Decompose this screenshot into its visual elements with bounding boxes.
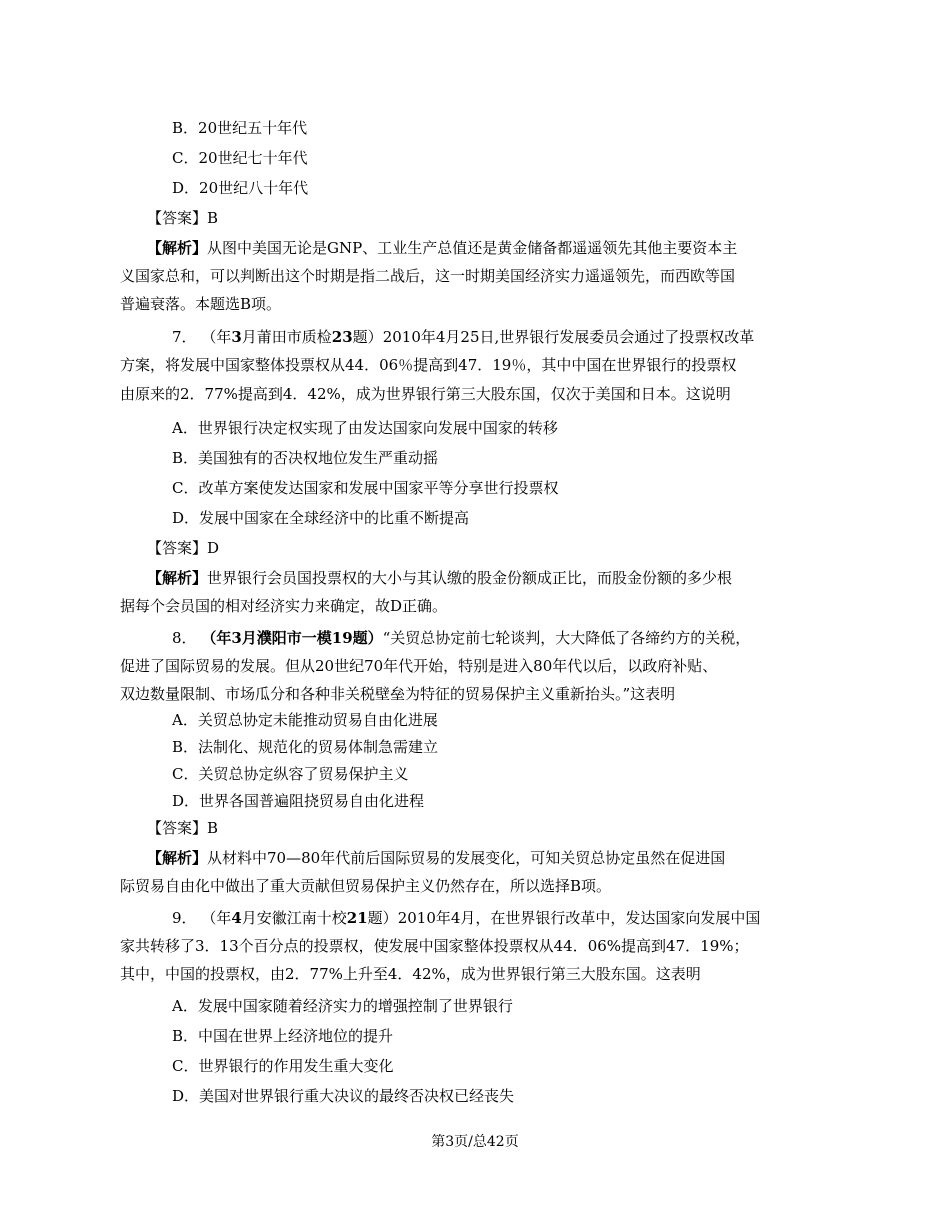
answer-label: 【答案】 — [147, 539, 208, 557]
q9-source: （年4月安徽江南十校21题） — [201, 909, 398, 927]
q8-source: （年3月濮阳市一模19题） — [201, 629, 383, 647]
q8-option-d: D．世界各国普遍阻挠贸易自由化进程 — [172, 792, 425, 810]
q7-source: （年3月莆田市质检23题） — [201, 328, 383, 346]
q6-analysis-line-3: 普遍衰落。本题选B项。 — [120, 295, 282, 313]
q7-stem-line-2: 方案，将发展中国家整体投票权从44．06％提高到47．19％，其中中国在世界银行的投票权 — [120, 356, 737, 374]
q9-option-b: B．中国在世界上经济地位的提升 — [172, 1027, 394, 1045]
page-footer — [0, 1132, 950, 1152]
q6-analysis-line-1 — [147, 238, 737, 258]
q9-number: 9． — [172, 909, 197, 927]
q6-answer — [147, 208, 218, 228]
q9-stem-text: 2010年4月，在世界银行改革中，发达国家向发展中国 — [397, 909, 761, 927]
q7-stem-line-3: 由原来的2．77%提高到4．42%，成为世界银行第三大股东国，仅次于美国和日本。这说明 — [120, 385, 731, 403]
q8-option-a: A．关贸总协定未能推动贸易自由化进展 — [172, 711, 438, 729]
q7-option-b: B．美国独有的否决权地位发生严重动摇 — [172, 449, 439, 467]
answer-value: D — [207, 539, 220, 557]
q8-stem-text: “关贸总协定前七轮谈判，大大降低了各缔约方的关税， — [382, 629, 751, 647]
answer-value: B — [207, 209, 219, 227]
q8-answer — [147, 818, 218, 838]
q6-option-b: B．20世纪五十年代 — [172, 119, 308, 137]
q8-stem-line-3: 双边数量限制、市场瓜分和各种非关税壁垒为特征的贸易保护主义重新抬头。”这表明 — [120, 685, 676, 703]
q7-analysis-line-2: 据每个会员国的相对经济实力来确定，故D正确。 — [120, 597, 448, 615]
analysis-label: 【解析】 — [147, 849, 208, 867]
q8-stem-first — [172, 628, 750, 648]
q8-stem-line-2: 促进了国际贸易的发展。但从20世纪70年代开始，特别是进入80年代以后，以政府补贴、 — [120, 657, 718, 675]
answer-label: 【答案】 — [147, 209, 208, 227]
q9-stem-line-3: 其中，中国的投票权，由2．77%上升至4．42%，成为世界银行第三大股东国。这表明 — [120, 965, 701, 983]
q9-stem-line-2: 家共转移了3．13个百分点的投票权，使发展中国家整体投票权从44．06%提高到47．19%； — [120, 937, 749, 955]
q7-option-c: C．改革方案使发达国家和发展中国家平等分享世行投票权 — [172, 479, 559, 497]
q9-option-c: C．世界银行的作用发生重大变化 — [172, 1057, 394, 1075]
analysis-label: 【解析】 — [147, 569, 208, 587]
analysis-text: 世界银行会员国投票权的大小与其认缴的股金份额成正比，而股金份额的多少根 — [207, 569, 733, 587]
q8-option-b: B．法制化、规范化的贸易体制急需建立 — [172, 738, 439, 756]
answer-value: B — [207, 819, 219, 837]
q8-analysis-line-2: 际贸易自由化中做出了重大贡献但贸易保护主义仍然存在，所以选择B项。 — [120, 877, 612, 895]
q8-option-c: C．关贸总协定纵容了贸易保护主义 — [172, 765, 409, 783]
q7-option-a: A．世界银行决定权实现了由发达国家向发展中国家的转移 — [172, 419, 558, 437]
q9-stem-first — [172, 908, 760, 928]
q7-stem-text: 2010年4月25日,世界银行发展委员会通过了投票权改革 — [382, 328, 755, 346]
q6-analysis-line-2: 义国家总和，可以判断出这个时期是指二战后，这一时期美国经济实力遥遥领先，而西欧等国 — [120, 267, 736, 285]
page-number: 第3页/总42页 — [431, 1134, 519, 1150]
q9-option-a: A．发展中国家随着经济实力的增强控制了世界银行 — [172, 997, 513, 1015]
answer-label: 【答案】 — [147, 819, 208, 837]
q9-option-d: D．美国对世界银行重大决议的最终否决权已经丧失 — [172, 1087, 515, 1105]
q8-analysis-line-1 — [147, 848, 725, 868]
q6-option-c: C．20世纪七十年代 — [172, 149, 308, 167]
q7-stem-first — [172, 327, 754, 347]
analysis-text: 从图中美国无论是GNP、工业生产总值还是黄金储备都遥遥领先其他主要资本主 — [207, 239, 738, 257]
q6-option-d: D．20世纪八十年代 — [172, 179, 309, 197]
q7-answer — [147, 538, 219, 558]
analysis-label: 【解析】 — [147, 239, 208, 257]
q7-option-d: D．发展中国家在全球经济中的比重不断提高 — [172, 509, 470, 527]
q7-number: 7． — [172, 328, 197, 346]
q8-number: 8． — [172, 629, 197, 647]
analysis-text: 从材料中70—80年代前后国际贸易的发展变化，可知关贸总协定虽然在促进国 — [207, 849, 726, 867]
q7-analysis-line-1 — [147, 568, 732, 588]
